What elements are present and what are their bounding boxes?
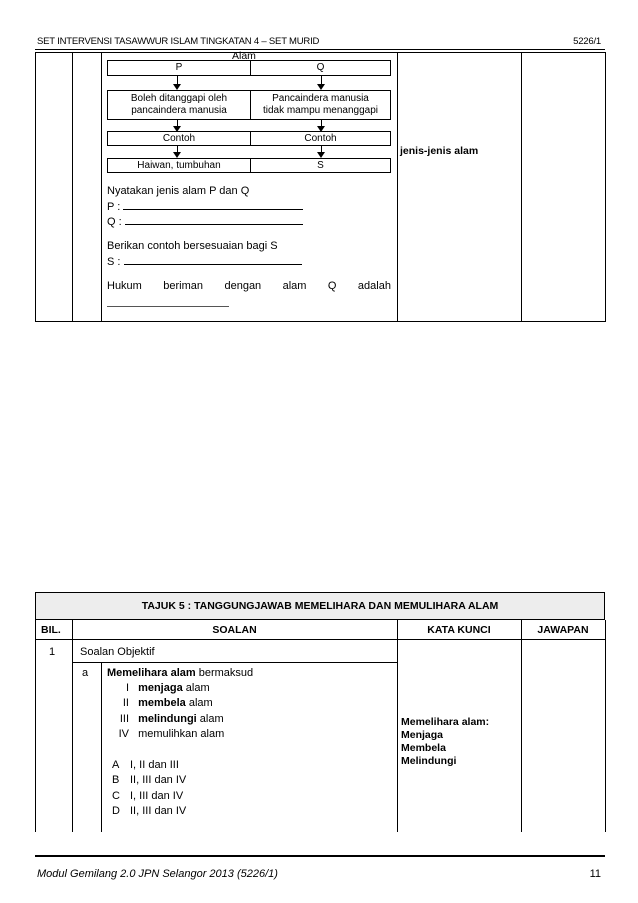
statement-item: [107, 713, 224, 725]
statement-num: III: [119, 713, 129, 725]
statement-num: II: [122, 697, 129, 709]
option-d[interactable]: [112, 805, 186, 817]
diagram-box-p-desc: [107, 90, 251, 120]
diagram-box-p: [107, 60, 251, 76]
word: Q: [327, 280, 337, 292]
question-stem: [107, 667, 253, 679]
answer-line-s: [107, 255, 302, 268]
diagram-q-desc-line2: tidak mampu menanggapi: [262, 105, 379, 116]
diagram-box-q: [250, 60, 391, 76]
question-contoh-s: Berikan contoh bersesuaian bagi S: [107, 240, 278, 252]
diagram-p-label: P: [175, 62, 183, 73]
keyword-item: Memelihara alam:: [401, 716, 490, 728]
keyword-item: Membela: [401, 742, 446, 754]
option-letter: C: [112, 790, 120, 802]
option-text: I, III dan IV: [130, 790, 184, 802]
diagram-contoh-left: Contoh: [162, 132, 196, 144]
diagram-box-example-left: [107, 158, 251, 173]
option-text: I, II dan III: [130, 759, 179, 771]
answer-p-field[interactable]: [123, 200, 303, 210]
statement-num: IV: [118, 728, 129, 740]
col-header-soalan: SOALAN: [212, 624, 257, 636]
statement-item: [107, 682, 210, 694]
statement-rest: alam: [196, 713, 224, 725]
answer-hukum-field[interactable]: [107, 306, 229, 307]
header-rule: [35, 49, 605, 50]
keyword-item: Menjaga: [401, 729, 444, 741]
section-title: TAJUK 5 : TANGGUNGJAWAB MEMELIHARA DAN MEMULIHARA ALAM: [141, 600, 499, 612]
answer-q-field[interactable]: [125, 215, 303, 225]
statement-rest: memulihkan alam: [138, 728, 225, 740]
word: beriman: [163, 280, 204, 292]
question-type: Soalan Objektif: [80, 646, 155, 658]
question-hukum-beriman: [107, 280, 391, 292]
question-stem-bold: Memelihara alam: [107, 667, 196, 679]
answer-s-label: S :: [107, 256, 121, 268]
col-header-kata-kunci: KATA KUNCI: [427, 624, 491, 636]
word: Hukum: [107, 280, 142, 292]
footer-rule: [35, 855, 605, 857]
header-rule-2: [35, 52, 605, 53]
question-number: 1: [49, 646, 56, 658]
statement-bold: melindungi: [138, 713, 197, 725]
upper-keyword: jenis-jenis alam: [400, 145, 479, 157]
header-title: SET INTERVENSI TASAWWUR ISLAM TINGKATAN 4 – SET MURID: [37, 36, 320, 47]
page-number: 11: [589, 868, 601, 880]
answer-p-label: P :: [107, 201, 121, 213]
diagram-box-contoh-right: [250, 131, 391, 146]
option-letter: D: [112, 805, 120, 817]
option-text: II, III dan IV: [130, 774, 187, 786]
diagram-box-example-right: [250, 158, 391, 173]
diagram-p-desc-line2: pancaindera manusia: [131, 105, 227, 116]
option-letter: A: [112, 759, 120, 771]
answer-line-q: [107, 215, 303, 228]
word: dengan: [224, 280, 262, 292]
col-header-bil: BIL.: [41, 624, 61, 636]
question-sub-label: a: [82, 667, 89, 679]
diagram-q-label: Q: [316, 62, 325, 73]
footer-source: Modul Gemilang 2.0 JPN Selangor 2013 (5226/1): [37, 868, 278, 880]
word: adalah: [357, 280, 391, 292]
answer-s-field[interactable]: [124, 255, 302, 265]
diagram-q-desc-line1: Pancaindera manusia: [272, 93, 369, 104]
option-text: II, III dan IV: [130, 805, 187, 817]
statement-bold: menjaga: [138, 682, 183, 694]
diagram-box-contoh-left: [107, 131, 251, 146]
answer-line-p: [107, 200, 303, 213]
keyword-item: Melindungi: [401, 755, 457, 767]
col-header-jawapan: JAWAPAN: [537, 624, 589, 636]
answer-q-label: Q :: [107, 216, 122, 228]
option-a[interactable]: [112, 759, 179, 771]
question-jenis-alam: Nyatakan jenis alam P dan Q: [107, 185, 250, 197]
statement-item: [107, 728, 224, 740]
diagram-root-label: Alam: [232, 50, 256, 62]
statement-num: I: [125, 682, 129, 694]
question-stem-rest: bermaksud: [195, 667, 254, 679]
option-c[interactable]: [112, 790, 183, 802]
diagram-contoh-right: Contoh: [304, 132, 337, 144]
word: alam: [282, 280, 307, 292]
diagram-example-left: Haiwan, tumbuhan: [137, 159, 221, 171]
header-code: 5226/1: [573, 36, 601, 47]
statement-rest: alam: [182, 682, 210, 694]
diagram-box-q-desc: [250, 90, 391, 120]
option-b[interactable]: [112, 774, 186, 786]
statement-bold: membela: [138, 697, 186, 709]
diagram-p-desc-line1: Boleh ditanggapi oleh: [130, 93, 228, 104]
keyword-list: [401, 716, 489, 768]
statement-item: [107, 697, 213, 709]
diagram-example-right: S: [317, 159, 324, 171]
statement-rest: alam: [185, 697, 213, 709]
option-letter: B: [112, 774, 120, 786]
